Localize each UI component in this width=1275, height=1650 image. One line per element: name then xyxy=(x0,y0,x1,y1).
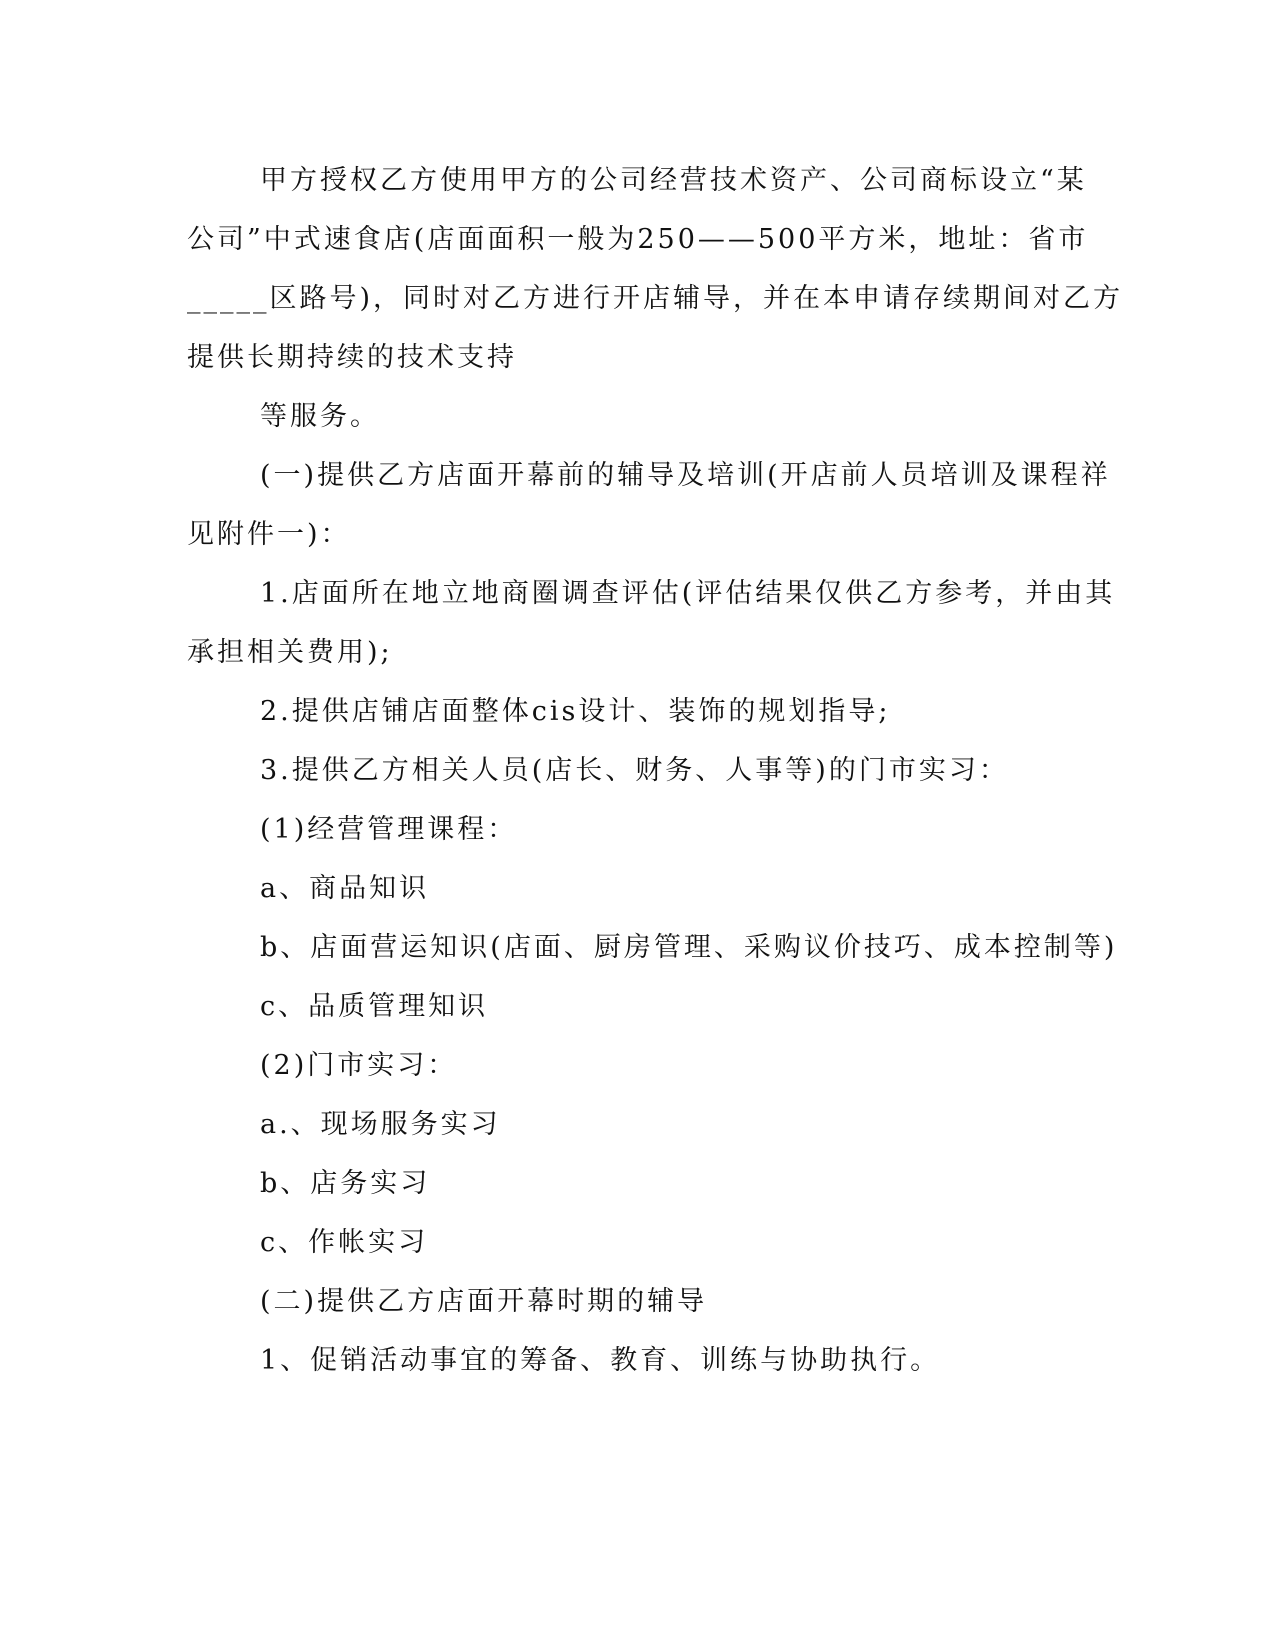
section-heading: (一)提供乙方店面开幕前的辅导及培训(开店前人员培训及课程祥 xyxy=(260,460,1111,491)
paragraph-line: 甲方授权乙方使用甲方的公司经营技术资产、公司商标设立“某 xyxy=(260,165,1087,196)
list-item: 3.提供乙方相关人员(店长、财务、人事等)的门市实习： xyxy=(260,755,1009,786)
paragraph-line: 提供长期持续的技术支持 xyxy=(187,342,517,373)
sub-list-item: b、店面营运知识(店面、厨房管理、采购议价技巧、成本控制等) xyxy=(260,932,1118,963)
sub-heading: (2)门市实习： xyxy=(260,1050,458,1081)
section-heading-continued: 见附件一)： xyxy=(187,519,351,550)
sub-list-item: c、作帐实习 xyxy=(260,1227,429,1258)
sub-list-item: c、品质管理知识 xyxy=(260,991,489,1022)
sub-heading: (1)经营管理课程： xyxy=(260,814,518,845)
section-heading: (二)提供乙方店面开幕时期的辅导 xyxy=(260,1286,708,1317)
list-item: 1.店面所在地立地商圈调查评估(评估结果仅供乙方参考，并由其 xyxy=(260,578,1116,609)
list-item-continued: 承担相关费用); xyxy=(187,637,393,668)
paragraph-line: 等服务。 xyxy=(260,401,380,432)
paragraph-line: 公司”中式速食店(店面面积一般为250——500平方米，地址：省市 xyxy=(187,224,1089,255)
sub-list-item: a.、现场服务实习 xyxy=(260,1109,501,1140)
list-item: 1、促销活动事宜的筹备、教育、训练与协助执行。 xyxy=(260,1345,941,1376)
sub-list-item: a、商品知识 xyxy=(260,873,430,904)
sub-list-item: b、店务实习 xyxy=(260,1168,431,1199)
list-item: 2.提供店铺店面整体cis设计、装饰的规划指导; xyxy=(260,696,891,727)
paragraph-line: _____区路号)，同时对乙方进行开店辅导，并在本申请存续期间对乙方 xyxy=(187,283,1124,314)
